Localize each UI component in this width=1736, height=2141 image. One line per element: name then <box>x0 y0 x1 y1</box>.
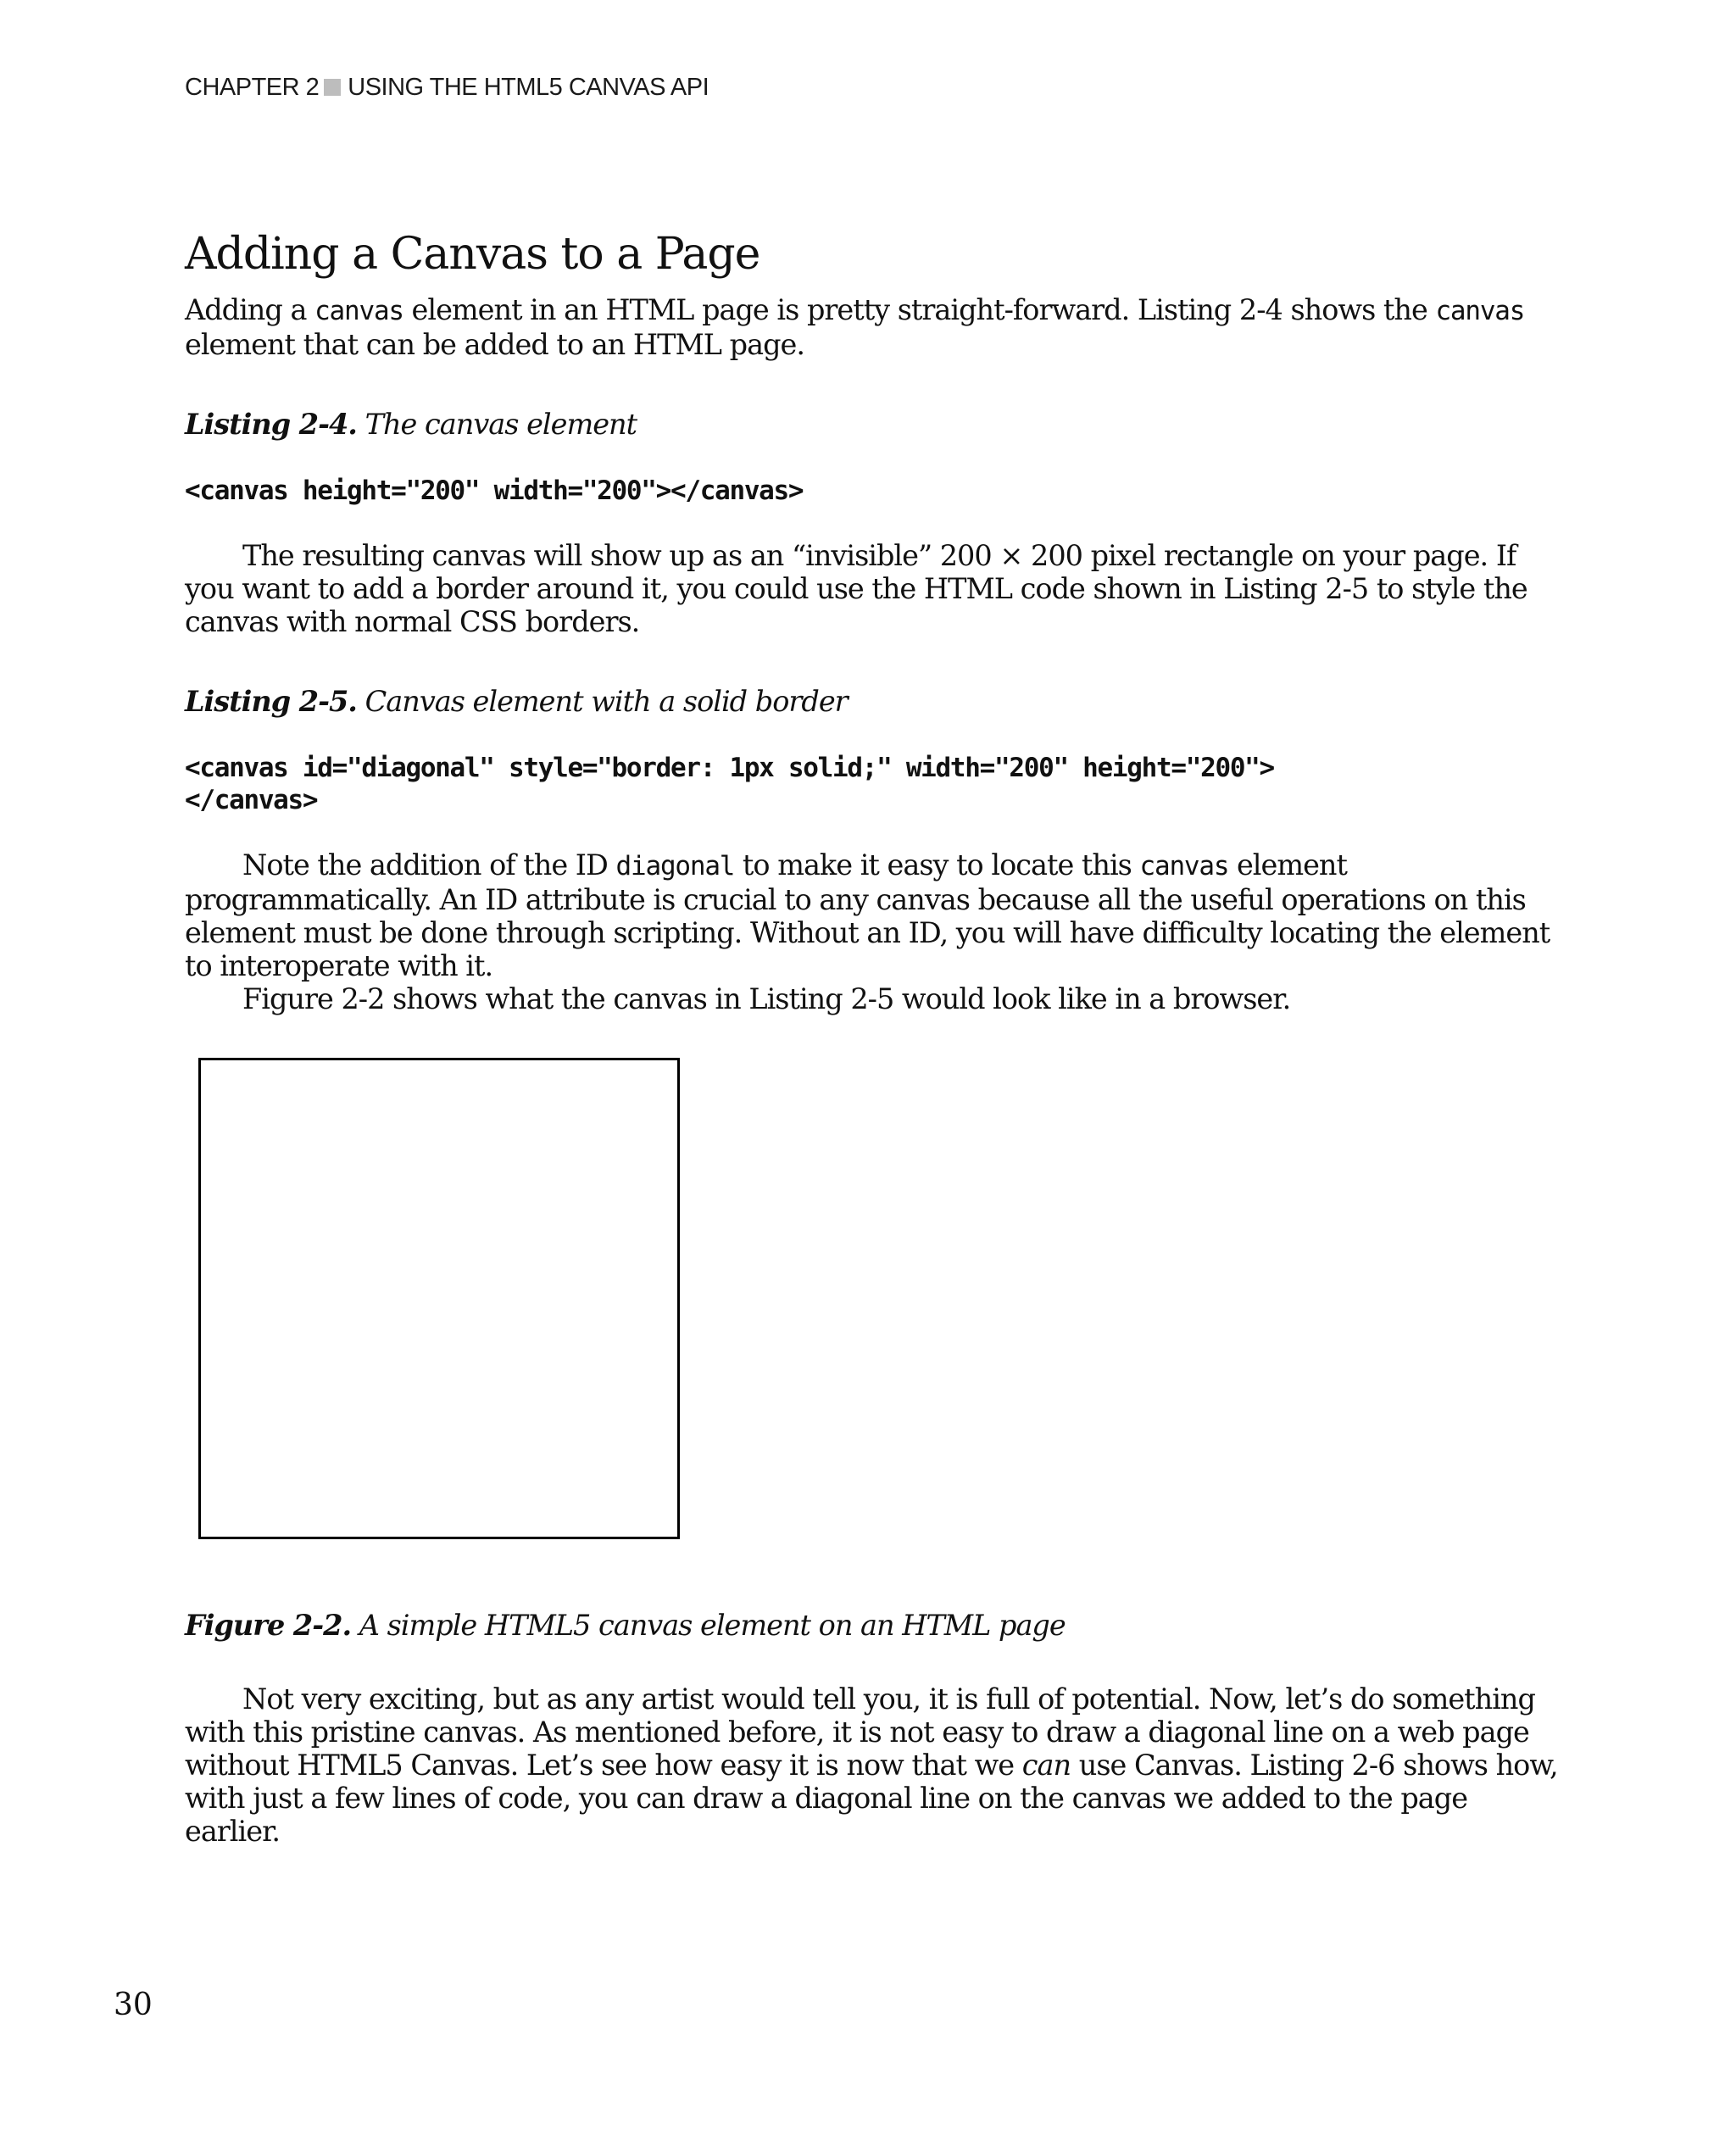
listing-2-5-title: Canvas element with a solid border <box>356 685 848 718</box>
intro-text-2: element in an HTML page is pretty straight-forward. Listing 2-4 shows the <box>403 293 1436 326</box>
closing-text-1: Not very exciting, but as any artist would tell you, it is full of potential. Now, let’s do something with this pristine canvas. As mentioned before, it is not easy to draw a diagonal line on a web page without HTML5 Canvas. Let’s see how easy it is now that we <box>185 1682 1535 1782</box>
listing-2-4-label: Listing 2-4. <box>185 408 357 441</box>
figure-2-2-text: A simple HTML5 canvas element on an HTML page <box>351 1609 1066 1642</box>
figure-canvas-box <box>198 1058 680 1539</box>
figure-2-2-label: Figure 2-2. <box>185 1609 352 1642</box>
intro-code-2: canvas <box>1435 296 1525 326</box>
note-text-3: element programmatically. An ID attribute is crucial to any canvas because all the useful operations on this element must be done through scripting. Without an ID, you will have difficulty locating the element to interoperate with it. <box>185 848 1550 982</box>
note-code-1: diagonal <box>615 851 735 881</box>
note-text-1: Note the addition of the ID <box>242 848 616 881</box>
intro-text-3: element that can be added to an HTML page. <box>185 328 804 361</box>
section-title: Adding a Canvas to a Page <box>185 229 760 280</box>
separator-square-icon <box>324 79 341 96</box>
listing-2-4-code: <canvas height="200" width="200"></canvas> <box>185 475 804 506</box>
closing-emphasis: can <box>1021 1749 1071 1782</box>
page-number: 30 <box>114 1988 153 2022</box>
chapter-label: CHAPTER 2 <box>185 74 320 101</box>
listing-2-5-code: <canvas id="diagonal" style="border: 1px solid;" width="200" height="200"> </canvas> <box>185 753 1274 815</box>
note-code-2: canvas <box>1139 851 1229 881</box>
intro-paragraph <box>185 293 1558 361</box>
closing-text-2: use Canvas. Listing 2-6 shows how, with just a few lines of code, you can draw a diagonal line on the canvas we added to the page earlier. <box>185 1749 1558 1848</box>
closing-paragraph <box>185 1682 1558 1848</box>
chapter-title: USING THE HTML5 CANVAS API <box>348 74 709 101</box>
note-paragraph <box>185 848 1558 982</box>
listing-2-5-label: Listing 2-5. <box>185 685 357 718</box>
invisible-paragraph: The resulting canvas will show up as an “invisible” 200 × 200 pixel rectangle on your page. If you want to add a border around it, you could use the HTML code shown in Listing 2-5 to style the canvas with normal CSS borders. <box>185 539 1527 638</box>
listing-2-5-caption <box>185 685 1558 718</box>
intro-text-1: Adding a <box>185 293 315 326</box>
listing-2-4-caption <box>185 408 1558 441</box>
note-text-2: to make it easy to locate this <box>734 848 1140 881</box>
listing-2-4-title: The canvas element <box>356 408 637 441</box>
main-content <box>185 227 1558 1015</box>
intro-code-1: canvas <box>314 296 403 326</box>
figure-reference-paragraph: Figure 2-2 shows what the canvas in Listing 2-5 would look like in a browser. <box>242 982 1291 1015</box>
figure-2-2-caption <box>185 1609 1066 1642</box>
running-header <box>185 73 709 102</box>
